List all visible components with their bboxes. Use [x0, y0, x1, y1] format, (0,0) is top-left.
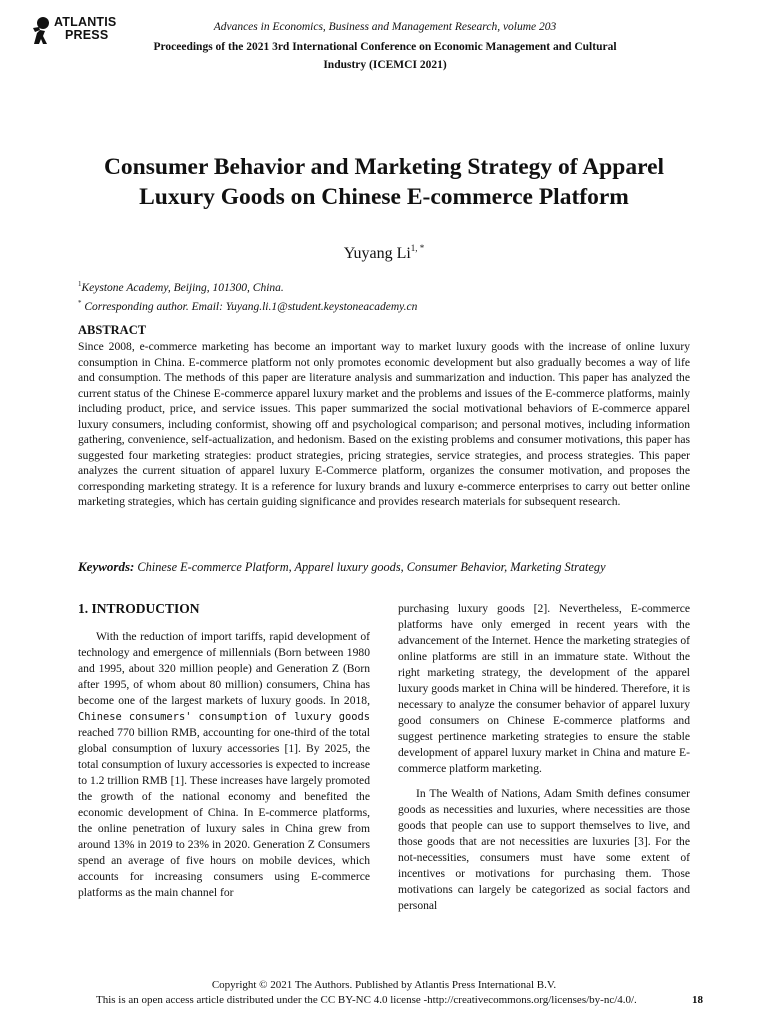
abstract-body: Since 2008, e-commerce marketing has become an important way to market luxury goods with the increase of online luxury consumption in China. E-commerce platform not only promotes economic development but also gradually becomes a way of life and consumption. The methods of this paper are literature analysis and summarization and induction. This paper has analyzed the current status of the Chinese E-commerce apparel luxury market and the problems and issues of the E-commerce platforms, mainly including product, price, and service issues. This paper summarized the social motivational behaviors of E-commerce apparel luxury consumers, including conformist, showing off and psychological comparison; and personal motives, including information gathering, convenience, self-actualization, and hedonism. Based on the existing problems and consumer motivations, this paper has suggested four marketing strategies: product strategies, pricing strategies, service strategies, and process strategies. This paper analyzes the current situation of apparel luxury E-Commerce platform, organizes the consumer motivation, and proposes the corresponding marketing strategy. It is a reference for luxury brands and luxury e-commerce enterprises to carry out better online marketing strategies, which has certain guiding significance and provides research materials for subsequent research. [78, 340, 690, 508]
author-name: Yuyang Li [343, 245, 411, 262]
affiliation [78, 277, 690, 296]
atlas-figure-icon [30, 16, 52, 44]
abstract-heading: ABSTRACT [78, 323, 147, 337]
page-number: 18 [692, 994, 703, 1006]
left-column [78, 601, 370, 901]
logo-line-1: ATLANTIS [54, 15, 117, 29]
publisher-logo [30, 14, 120, 46]
affiliation-marker: 1 [78, 280, 82, 288]
paragraph-text-mono: Chinese consumers' consumption of luxury goods [78, 711, 370, 723]
section-heading: 1. INTRODUCTION [78, 601, 200, 616]
license-line: This is an open access article distributed under the CC BY-NC 4.0 license -http://creativecommons.org/licenses/by-nc/4.0/. [96, 994, 637, 1006]
keywords-label: Keywords: [78, 559, 135, 574]
affiliations [78, 277, 690, 315]
paper-title: Consumer Behavior and Marketing Strategy of Apparel Luxury Goods on Chinese E-commerce Platform [103, 154, 665, 210]
journal-line: Advances in Economics, Business and Management Research, volume 203 [213, 21, 557, 33]
keywords-line [78, 559, 718, 575]
keywords-text: Chinese E-commerce Platform, Apparel luxury goods, Consumer Behavior, Marketing Strategy [137, 560, 606, 574]
affiliation-text: Keystone Academy, Beijing, 101300, China. [81, 282, 284, 294]
logo-line-2: PRESS [65, 28, 109, 42]
right-column [398, 601, 690, 914]
paragraph: In The Wealth of Nations, Adam Smith defines consumer goods as necessities and luxuries, where necessities are those goods that people can use to support themselves to live, and those goods that are not necessities are luxuries [3]. For the not-necessities, consumers must have some extent of incentives or motivations for purchasing them. Those motivations can largely be categorized as social factors and personal [398, 787, 690, 912]
proceedings-line: Proceedings of the 2021 3rd International Conference on Economic Management and Cultural Industry (ICEMCI 2021) [153, 41, 617, 71]
paragraph-text: reached 770 billion RMB, accounting for one-third of the total global consumption of luxury accessories [1]. By 2025, the total consumption of luxury accessories is expected to increase to 1.2 trillion RMB [1]. These increases have largely promoted the growth of the national economy and benefited the economic development of China. In E-commerce platforms, the online penetration of luxury sales in China grew from around 13% in 2019 to 23% in 2020. Generation Z Consumers spend an average of five hours on mobile devices, which accounts for increasing consumers using E-commerce platforms as the main channel for [78, 726, 370, 899]
author-superscript: 1, * [410, 243, 425, 253]
author-line [0, 243, 768, 263]
paragraph: purchasing luxury goods [2]. Nevertheless, E-commerce platforms have only emerged in recent years with the advancement of the Internet. Hence the marketing strategies of online platforms are still in an immature state. Without the right marketing strategy, the development of the apparel luxury goods market in China will be hindered. Therefore, it is necessary to analyze the consumer behavior of apparel luxury good consumers on Chinese E-commerce platforms and suggest pertinence marketing strategies to ensure the stable development of apparel luxury market in China and mature E-commerce platform marketing. [398, 602, 690, 775]
corresponding-author [78, 296, 690, 315]
corresponding-marker: * [78, 299, 82, 307]
corresponding-text: Corresponding author. Email: Yuyang.li.1@student.keystoneacademy.cn [84, 301, 418, 313]
paragraph [78, 629, 370, 901]
copyright-line: Copyright © 2021 The Authors. Published by Atlantis Press International B.V. [211, 979, 557, 991]
paragraph-text: With the reduction of import tariffs, rapid development of technology and emergence of millennials (Born between 1980 and 1995, about 320 million people) and Generation Z (Born after 1995, of whom about 80 million) consumers, China has become one of the largest markets of luxury goods. In 2018, [78, 630, 370, 707]
